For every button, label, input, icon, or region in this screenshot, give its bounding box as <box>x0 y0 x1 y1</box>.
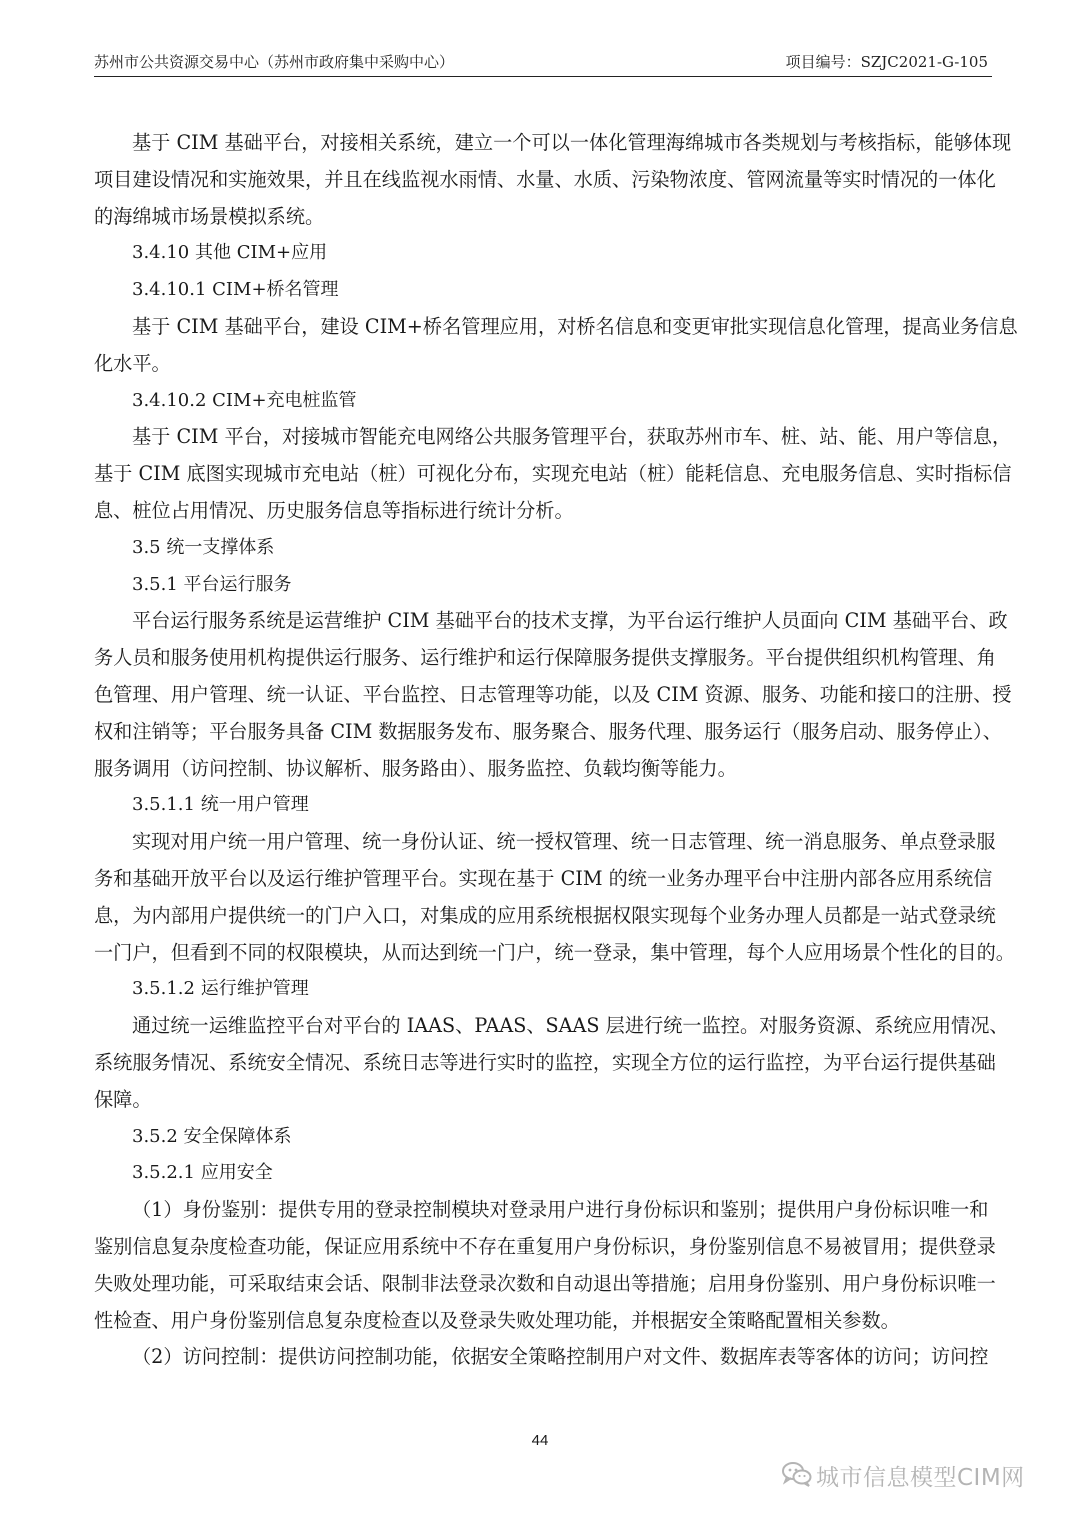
section-heading: 3.5.2.1 应用安全 <box>132 1162 273 1184</box>
section-heading: 3.5.1 平台运行服务 <box>132 573 292 595</box>
paragraph-line: 基于 CIM 基础平台，对接相关系统，建立一个可以一体化管理海绵城市各类规划与考核指标，能够体现 <box>132 131 1012 154</box>
paragraph-line: 息、桩位占用情况、历史服务信息等指标进行统计分析。 <box>94 498 574 522</box>
paragraph-line: （2）访问控制：提供访问控制功能，依据安全策略控制用户对文件、数据库表等客体的访问；访问控 <box>132 1345 989 1369</box>
header-organization: 苏州市公共资源交易中心（苏州市政府集中采购中心） <box>94 53 455 71</box>
paragraph-line: 系统服务情况、系统安全情况、系统日志等进行实时的监控，实现全方位的运行监控，为平台运行提供基础 <box>94 1050 996 1074</box>
paragraph-line: 平台运行服务系统是运营维护 CIM 基础平台的技术支撑，为平台运行维护人员面向 CIM 基础平台、政 <box>132 609 1008 633</box>
paragraph-line: 服务调用（访问控制、协议解析、服务路由）、服务监控、负载均衡等能力。 <box>94 756 737 780</box>
paragraph-line: 基于 CIM 平台，对接城市智能充电网络公共服务管理平台，获取苏州市车、桩、站、能、用户等信息， <box>132 425 1012 449</box>
section-heading: 3.4.10.1 CIM+桥名管理 <box>132 279 339 301</box>
paragraph-line: 务和基础开放平台以及运行维护管理平台。实现在基于 CIM 的统一业务办理平台中注册内部各应用系统信 <box>94 866 993 890</box>
section-heading: 3.4.10.2 CIM+充电桩监管 <box>132 389 357 411</box>
paragraph-line: 息，为内部用户提供统一的门户入口，对集成的应用系统根据权限实现每个业务办理人员都是一站式登录统 <box>94 903 996 927</box>
paragraph-line: 鉴别信息复杂度检查功能，保证应用系统中不存在重复用户身份标识，身份鉴别信息不易被冒用；提供登录 <box>94 1234 996 1258</box>
document-body <box>94 125 1018 1376</box>
section-heading: 3.5.1.1 统一用户管理 <box>132 794 309 816</box>
section-heading: 3.5 统一支撑体系 <box>132 536 275 558</box>
paragraph-line: （1）身份鉴别：提供专用的登录控制模块对登录用户进行身份标识和鉴别；提供用户身份标识唯一和 <box>132 1198 989 1222</box>
wechat-icon <box>782 1461 812 1487</box>
watermark <box>782 1455 1062 1491</box>
paragraph-line: 实现对用户统一用户管理、统一身份认证、统一授权管理、统一日志管理、统一消息服务、单点登录服 <box>132 830 996 854</box>
header-project-number: 项目编号：SZJC2021-G-105 <box>785 53 988 71</box>
page-number: 44 <box>531 1432 549 1449</box>
paragraph-line: 权和注销等；平台服务具备 CIM 数据服务发布、服务聚合、服务代理、服务运行（服务启动、服务停止）、 <box>94 719 1002 743</box>
paragraph-line: 失败处理功能，可采取结束会话、限制非法登录次数和自动退出等措施；启用身份鉴别、用户身份标识唯一 <box>94 1271 996 1295</box>
section-heading: 3.4.10 其他 CIM+应用 <box>132 242 328 264</box>
paragraph-line: 色管理、用户管理、统一认证、平台监控、日志管理等功能，以及 CIM 资源、服务、功能和接口的注册、授 <box>94 682 1012 706</box>
paragraph-line: 通过统一运维监控平台对平台的 IAAS、PAAS、SAAS 层进行统一监控。对服务资源、系统应用情况、 <box>132 1014 1009 1038</box>
paragraph-line: 化水平。 <box>94 351 171 375</box>
section-heading: 3.5.1.2 运行维护管理 <box>132 978 309 1000</box>
page-header <box>94 50 992 77</box>
paragraph-line: 一门户，但看到不同的权限模块，从而达到统一门户，统一登录，集中管理，每个人应用场景个性化的目的。 <box>94 940 1015 964</box>
watermark-text: 城市信息模型CIM网 <box>816 1465 1025 1491</box>
paragraph-line: 项目建设情况和实施效果，并且在线监视水雨情、水量、水质、污染物浓度、管网流量等实时情况的一体化 <box>94 167 996 191</box>
paragraph-line: 基于 CIM 基础平台，建设 CIM+桥名管理应用，对桥名信息和变更审批实现信息化管理，提高业务信息 <box>132 314 1018 338</box>
paragraph-line: 基于 CIM 底图实现城市充电站（桩）可视化分布，实现充电站（桩）能耗信息、充电服务信息、实时指标信 <box>94 462 1012 486</box>
paragraph-line: 的海绵城市场景模拟系统。 <box>94 204 325 228</box>
paragraph-line: 务人员和服务使用机构提供运行服务、运行维护和运行保障服务提供支撑服务。平台提供组织机构管理、角 <box>94 646 996 670</box>
paragraph-line: 保障。 <box>94 1087 152 1111</box>
paragraph-line: 性检查、用户身份鉴别信息复杂度检查以及登录失败处理功能，并根据安全策略配置相关参数。 <box>94 1308 900 1332</box>
section-heading: 3.5.2 安全保障体系 <box>132 1125 292 1147</box>
